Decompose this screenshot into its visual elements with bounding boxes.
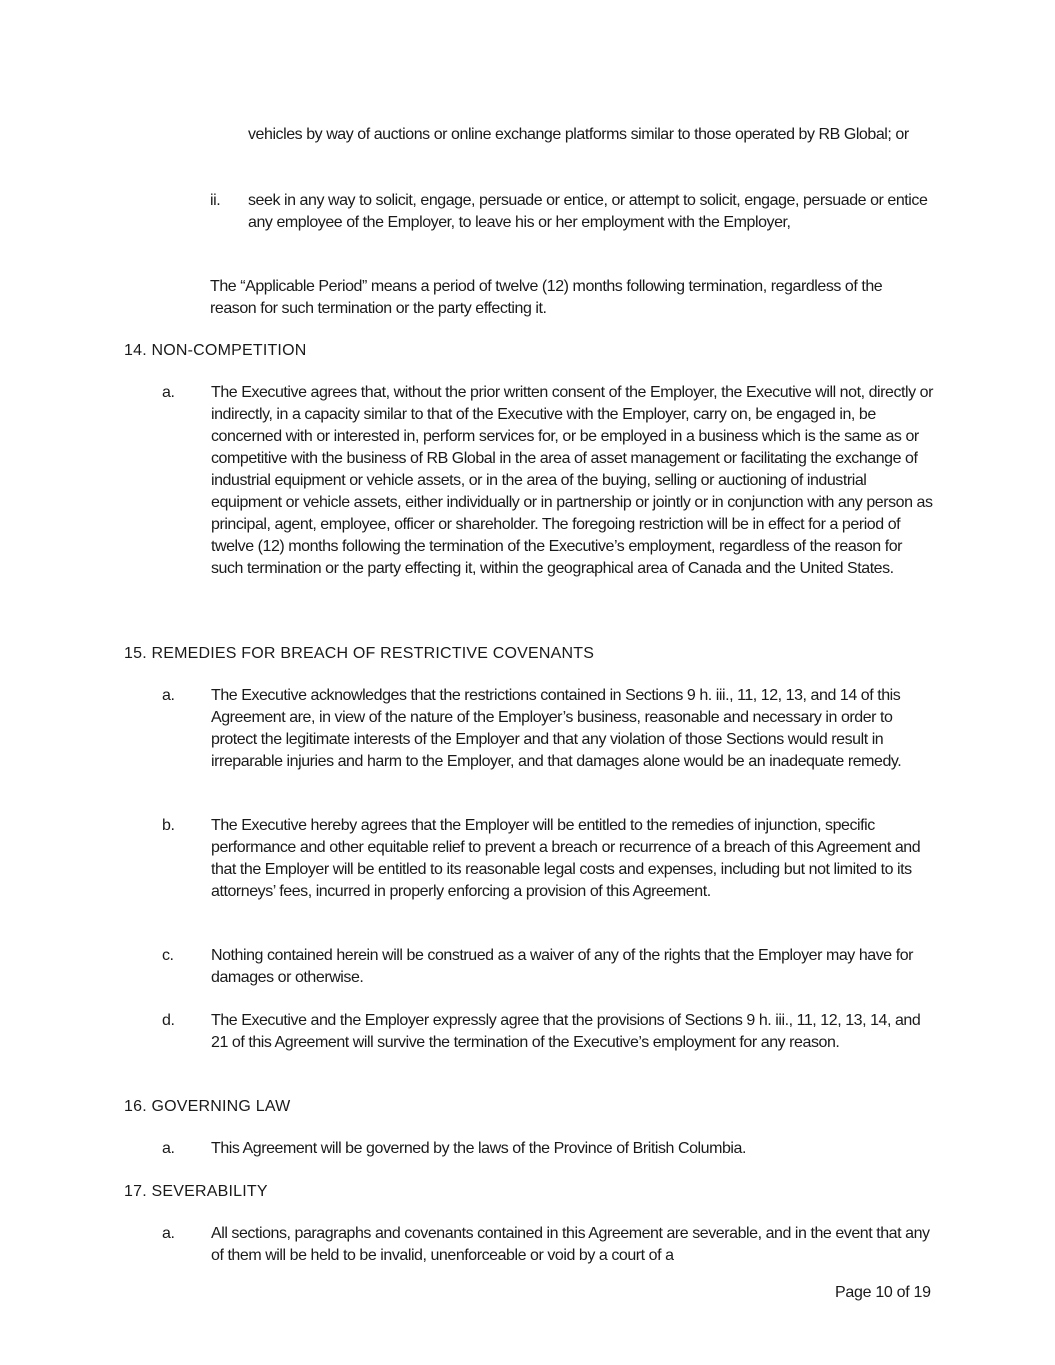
section-heading-15: 15. REMEDIES FOR BREACH OF RESTRICTIVE COVENANTS — [124, 645, 595, 662]
page-number: Page 10 of 19 — [835, 1284, 931, 1301]
list-marker: a. — [162, 1140, 175, 1157]
list-marker: ii. — [210, 192, 221, 209]
list-marker: d. — [162, 1012, 175, 1029]
list-item-text: seek in any way to solicit, engage, persuade or entice, or attempt to solicit, engage, persuade or entice any employee of the Employer, to leave his or her employment with the Employer, — [248, 192, 928, 231]
list-item-text: The Executive and the Employer expressly agree that the provisions of Sections 9 h. iii., 11, 12, 13, 14, and 21 of this Agreement will survive the termination of the Executive’s employment for any reason. — [211, 1012, 921, 1051]
continuation-paragraph: vehicles by way of auctions or online exchange platforms similar to those operated by RB Global; or — [248, 126, 909, 143]
applicable-period-paragraph: The “Applicable Period” means a period of twelve (12) months following termination, regardless of the reason for such termination or the party effecting it. — [210, 278, 883, 317]
list-marker: a. — [162, 1225, 175, 1242]
section-heading-14: 14. NON-COMPETITION — [124, 342, 307, 359]
list-marker: a. — [162, 687, 175, 704]
list-item-text: The Executive agrees that, without the prior written consent of the Employer, the Executive will not, directly or indirectly, in a capacity similar to that of the Executive with the Employer, carry on, be engaged in, be concerned with or interested in, perform services for, or be employed in a business which is the same as or competitive with the business of RB Global in the area of asset management or facilitating the exchange of industrial equipment or vehicle assets, or in the area of the buying, selling or auctioning of industrial equipment or vehicle assets, either individually or in partnership or jointly or in conjunction with any person as principal, agent, employee, officer or shareholder. The foregoing restriction will be in effect for a period of twelve (12) months following the termination of the Executive’s employment, regardless of the reason for such termination or the party effecting it, within the geographical area of Canada and the United States. — [211, 384, 933, 577]
list-marker: a. — [162, 384, 175, 401]
section-heading-17: 17. SEVERABILITY — [124, 1183, 268, 1200]
list-marker: b. — [162, 817, 175, 834]
list-item-text: Nothing contained herein will be construed as a waiver of any of the rights that the Employer may have for damages or otherwise. — [211, 947, 914, 986]
list-item-text: All sections, paragraphs and covenants contained in this Agreement are severable, and in the event that any of them will be held to be invalid, unenforceable or void by a court of a — [211, 1225, 930, 1264]
list-item-text: The Executive hereby agrees that the Employer will be entitled to the remedies of injunction, specific performance and other equitable relief to prevent a breach or recurrence of a breach of this Agreement and that the Employer will be entitled to its reasonable legal costs and expenses, including but not limited to its attorneys’ fees, incurred in properly enforcing a provision of this Agreement. — [211, 817, 921, 900]
list-item-text: The Executive acknowledges that the restrictions contained in Sections 9 h. iii., 11, 12, 13, and 14 of this Agreement are, in view of the nature of the Employer’s business, reasonable and necessary in order to protect the legitimate interests of the Employer and that any violation of those Sections would result in irreparable injuries and harm to the Employer, and that damages alone would be an inadequate remedy. — [211, 687, 902, 770]
list-marker: c. — [162, 947, 174, 964]
list-item-text: This Agreement will be governed by the laws of the Province of British Columbia. — [211, 1140, 746, 1157]
section-heading-16: 16. GOVERNING LAW — [124, 1098, 291, 1115]
